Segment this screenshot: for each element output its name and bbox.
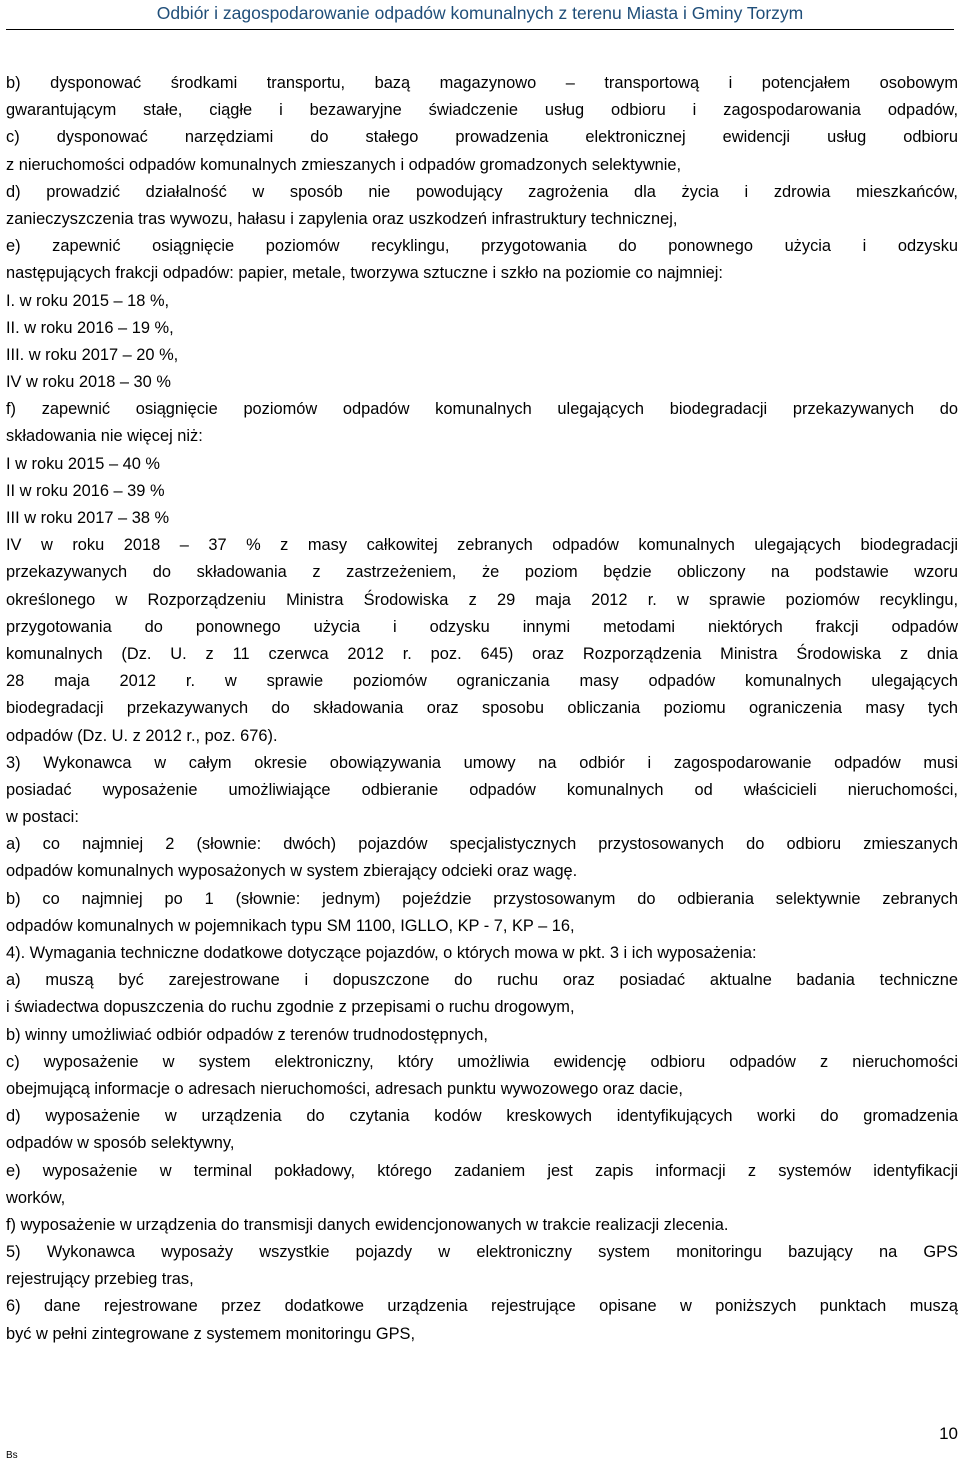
- text-line: określonego w Rozporządzeniu Ministra Środowiska z 29 maja 2012 r. w sprawie poziomów recyklingu,: [6, 590, 958, 609]
- text-line: być w pełni zintegrowane z systemem monitoringu GPS,: [6, 1324, 416, 1343]
- document-body: [6, 70, 958, 1348]
- text-line: b) winny umożliwiać odbiór odpadów z terenów trudnodostępnych,: [6, 1025, 488, 1044]
- text-line: komunalnych (Dz. U. z 11 czerwca 2012 r. poz. 645) oraz Rozporządzenia Ministra Środowiska z dnia: [6, 644, 958, 663]
- text-line: d) wyposażenie w urządzenia do czytania kodów kreskowych identyfikujących worki do gromadzenia: [6, 1107, 958, 1126]
- page-header: [0, 0, 960, 30]
- text-line: c) wyposażenie w system elektroniczny, który umożliwia ewidencję odbioru odpadów z nieruchomości: [6, 1052, 958, 1071]
- text-line: II w roku 2016 – 39 %: [6, 481, 165, 500]
- text-line: odpadów komunalnych wyposażonych w system zbierający odcieki oraz wagę.: [6, 862, 578, 881]
- text-line: 3) Wykonawca w całym okresie obowiązywania umowy na odbiór i zagospodarowanie odpadów musi: [6, 753, 958, 772]
- footer-mark: Bs: [6, 1450, 18, 1461]
- text-line: b) co najmniej po 1 (słownie: jednym) pojeździe przystosowanym do odbierania selektywnie zebranych: [6, 889, 958, 908]
- text-line: a) muszą być zarejestrowane i dopuszczone do ruchu oraz posiadać aktualne badania techniczne: [6, 971, 958, 990]
- text-line: przekazywanych do składowania z zastrzeżeniem, że poziom będzie obliczony na podstawie wzoru: [6, 563, 958, 582]
- text-line: II. w roku 2016 – 19 %,: [6, 318, 174, 337]
- text-line: 4). Wymagania techniczne dodatkowe dotyczące pojazdów, o których mowa w pkt. 3 i ich wyposażenia:: [6, 944, 757, 962]
- text-line: odpadów (Dz. U. z 2012 r., poz. 676).: [6, 726, 278, 745]
- text-line: odpadów komunalnych w pojemnikach typu SM 1100, IGLLO, KP - 7, KP – 16,: [6, 916, 575, 935]
- text-line: III w roku 2017 – 38 %: [6, 509, 170, 527]
- text-line: a) co najmniej 2 (słownie: dwóch) pojazdów specjalistycznych przystosowanych do odbioru zmieszanych: [6, 835, 958, 854]
- text-line: z nieruchomości odpadów komunalnych zmieszanych i odpadów gromadzonych selektywnie,: [6, 155, 682, 174]
- text-line: I w roku 2015 – 40 %: [6, 454, 160, 473]
- text-line: b) dysponować środkami transportu, bazą magazynowo – transportową i potencjałem osobowym: [6, 74, 958, 92]
- header-divider: [6, 29, 954, 30]
- text-line: i świadectwa dopuszczenia do ruchu zgodnie z przepisami o ruchu drogowym,: [6, 998, 575, 1017]
- text-line: 28 maja 2012 r. w sprawie poziomów ograniczania masy odpadów komunalnych ulegających: [6, 672, 958, 691]
- text-line: odpadów w sposób selektywny,: [6, 1134, 235, 1153]
- text-line: f) zapewnić osiągnięcie poziomów odpadów komunalnych ulegających biodegradacji przekazywanych do: [6, 400, 958, 419]
- text-line: worków,: [6, 1188, 66, 1207]
- text-line: posiadać wyposażenie umożliwiające odbieranie odpadów komunalnych od właścicieli nieruchomości,: [6, 780, 958, 799]
- text-line: obejmującą informacje o adresach nieruchomości, adresach punktu wywozowego oraz dacie,: [6, 1079, 683, 1098]
- text-line: IV w roku 2018 – 30 %: [6, 373, 171, 392]
- text-line: e) wyposażenie w terminal pokładowy, którego zadaniem jest zapis informacji z systemów identyfikacji: [6, 1161, 958, 1180]
- document-title: Odbiór i zagospodarowanie odpadów komunalnych z terenu Miasta i Gminy Torzym: [156, 3, 804, 23]
- text-line: przygotowania do ponownego użycia i odzysku innymi metodami niektórych frakcji odpadów: [6, 617, 958, 636]
- text-line: zanieczyszczenia tras wywozu, hałasu i zapylenia oraz uszkodzeń infrastruktury technicznej,: [6, 209, 678, 228]
- text-line: gwarantującym stałe, ciągłe i bezawaryjne świadczenie usług odbioru i zagospodarowania odpadów,: [6, 101, 958, 120]
- text-line: biodegradacji przekazywanych do składowania oraz sposobu obliczania poziomu ograniczenia masy tych: [6, 699, 958, 718]
- text-line: d) prowadzić działalność w sposób nie powodujący zagrożenia dla życia i zdrowia mieszkańców,: [6, 182, 958, 201]
- text-line: I. w roku 2015 – 18 %,: [6, 291, 170, 310]
- text-line: w postaci:: [6, 808, 79, 827]
- text-line: f) wyposażenie w urządzenia do transmisji danych ewidencjonowanych w trakcie realizacji zlecenia.: [6, 1215, 729, 1234]
- text-line: składowania nie więcej niż:: [6, 427, 203, 446]
- text-line: 5) Wykonawca wyposaży wszystkie pojazdy w elektroniczny system monitoringu bazujący na GPS: [6, 1243, 958, 1262]
- text-line: rejestrujący przebieg tras,: [6, 1270, 194, 1289]
- text-line: IV w roku 2018 – 37 % z masy całkowitej zebranych odpadów komunalnych ulegających biodegradacji: [6, 536, 958, 555]
- text-line: III. w roku 2017 – 20 %,: [6, 345, 179, 364]
- text-line: c) dysponować narzędziami do stałego prowadzenia elektronicznej ewidencji usług odbioru: [6, 128, 958, 147]
- page-number: 10: [939, 1424, 958, 1443]
- text-line: e) zapewnić osiągnięcie poziomów recyklingu, przygotowania do ponownego użycia i odzysku: [6, 237, 958, 256]
- text-line: 6) dane rejestrowane przez dodatkowe urządzenia rejestrujące opisane w poniższych punktach muszą: [6, 1297, 958, 1316]
- text-line: następujących frakcji odpadów: papier, metale, tworzywa sztuczne i szkło na poziomie co najmniej:: [6, 264, 723, 283]
